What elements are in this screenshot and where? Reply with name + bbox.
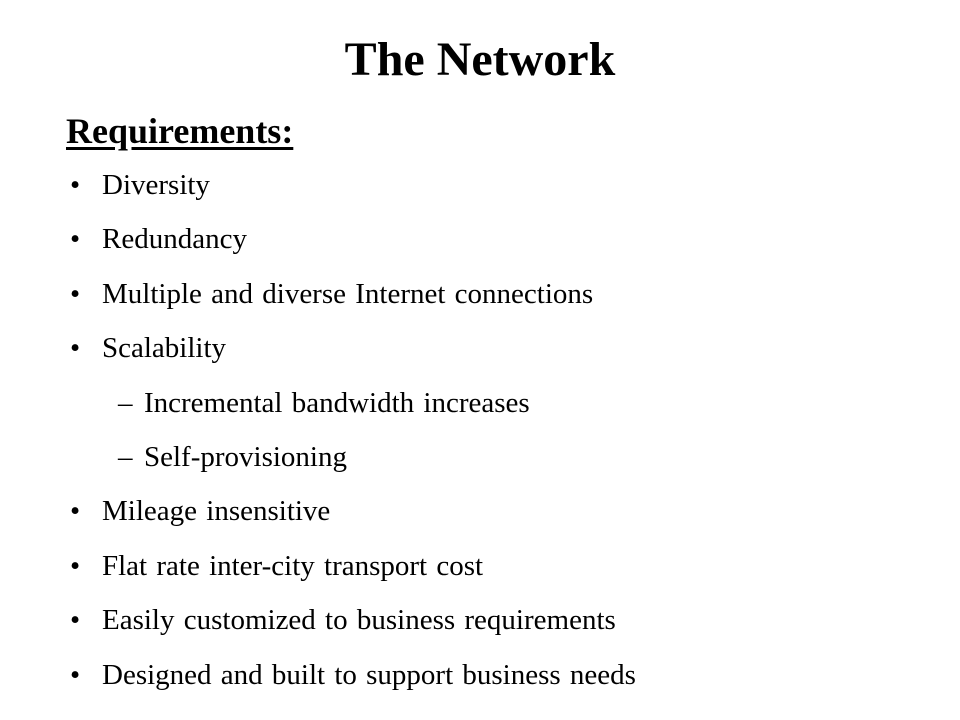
list-item-text: Multiple and diverse Internet connections xyxy=(102,277,594,310)
bullet-marker: • xyxy=(70,332,81,365)
list-item-text: Redundancy xyxy=(102,223,247,256)
list-item xyxy=(0,321,960,375)
list-item xyxy=(0,158,960,212)
list-item-text: Flat rate inter-city transport cost xyxy=(102,549,484,582)
list-item xyxy=(0,593,960,647)
list-item xyxy=(0,484,960,538)
dash-marker: – xyxy=(118,386,133,419)
list-item-text: Mileage insensitive xyxy=(102,495,331,528)
list-item-text: Designed and built to support business needs xyxy=(102,658,636,691)
dash-marker: – xyxy=(118,440,133,473)
sub-list-item xyxy=(0,430,960,484)
list-item-text: Diversity xyxy=(102,169,210,201)
list-item xyxy=(0,539,960,593)
slide-title: The Network xyxy=(344,33,616,86)
section-heading: Requirements: xyxy=(66,111,294,151)
bullet-marker: • xyxy=(70,223,81,256)
sub-list-item-text: Incremental bandwidth increases xyxy=(144,386,530,419)
sub-list-item-text: Self-provisioning xyxy=(144,440,347,473)
list-item-text: Easily customized to business requirements xyxy=(102,604,616,637)
bullet-marker: • xyxy=(70,169,81,201)
bullet-marker: • xyxy=(70,658,81,691)
requirements-list xyxy=(0,158,960,702)
sub-list-item xyxy=(0,376,960,430)
list-item xyxy=(0,212,960,266)
bullet-marker: • xyxy=(70,604,81,637)
list-item-text: Scalability xyxy=(102,332,227,365)
bullet-marker: • xyxy=(70,549,81,582)
bullet-marker: • xyxy=(70,277,81,310)
list-item xyxy=(0,648,960,702)
bullet-marker: • xyxy=(70,495,81,528)
list-item xyxy=(0,267,960,321)
